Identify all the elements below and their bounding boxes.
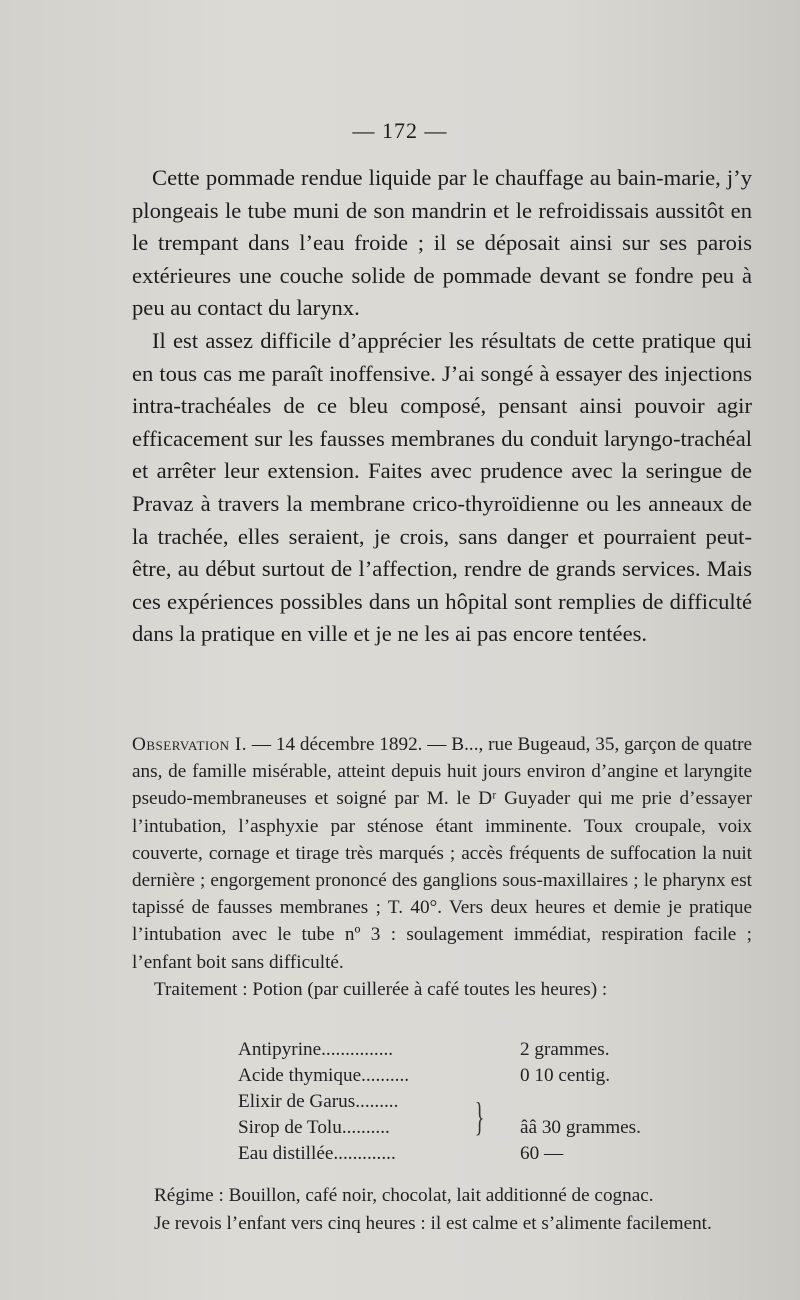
- ingredient-name: Elixir de Garus.........: [238, 1091, 399, 1112]
- regime-line: Régime : Bouillon, café noir, chocolat, lait additionné de cognac.: [154, 1185, 654, 1206]
- ingredient-dose: ââ 30 grammes.: [520, 1117, 641, 1138]
- paragraph-pommade: Cette pommade rendue liquide par le chauffage au bain-marie, j’y plongeais le tube muni de son mandrin et le refroidissais aussitôt en le trempant dans l’eau froide ; il se déposait ainsi sur ses parois extérieures une couche solide de pommade devant se fondre peu à peu au contact du larynx.: [132, 165, 752, 321]
- closing-line: Je revois l’enfant vers cinq heures : il est calme et s’alimente facilement.: [154, 1212, 712, 1234]
- brace-mark: }: [474, 1094, 485, 1139]
- regime-block: [132, 1182, 752, 1237]
- ingredient-name: Eau distillée.............: [238, 1143, 396, 1164]
- paragraph-results: Il est assez difficile d’apprécier les résultats de cette pratique qui en tous cas me paraît inoffensive. J’ai songé à essayer des injections intra-trachéales de ce bleu composé, pensant ainsi pouvoir agir efficacement sur les fausses membranes du conduit laryngo-trachéal et arrêter leur extension. Faites avec prudence avec la seringue de Pravaz à travers la membrane crico-thyroïdienne ou les anneaux de la trachée, elles seraient, je crois, sans danger et pourraient peut-être, au début surtout de l’affection, rendre de grands services. Mais ces expériences possibles dans un hôpital sont remplies de difficulté dans la pratique en ville et je ne les ai pas encore tentées.: [132, 327, 752, 647]
- observation-heading: Observation I.: [132, 734, 248, 755]
- ingredient-dose: 2 grammes.: [520, 1039, 610, 1060]
- page-number: — 172 —: [352, 118, 448, 143]
- prescription-row: [238, 1089, 678, 1115]
- ingredient-name: Sirop de Tolu..........: [238, 1117, 390, 1138]
- ingredient-dose: 60 —: [520, 1143, 564, 1164]
- ingredient-name: Antipyrine...............: [238, 1039, 394, 1060]
- main-text: [132, 162, 752, 651]
- prescription-row: [238, 1115, 678, 1141]
- prescription-list: [238, 1037, 678, 1167]
- prescription-row: [238, 1141, 678, 1167]
- treatment-line: Traitement : Potion (par cuillerée à café toutes les heures) :: [154, 978, 608, 1000]
- prescription-row: [238, 1063, 678, 1089]
- observation-text: — 14 décembre 1892. — B..., rue Bugeaud, 35, garçon de quatre ans, de famille misérable, atteint depuis huit jours environ d’angine et laryngite pseudo-membraneuses et soigné par M. le Dʳ Guyader qui me prie d’essayer l’intubation, l’asphyxie par sténose étant imminente. Toux croupale, voix couverte, cornage et tirage très marqués ; accès fréquents de suffocation la nuit dernière ; engorgement prononcé des ganglions sous-maxillaires ; le pharynx est tapissé de fausses membranes ; T. 40°. Vers deux heures et demie je pratique l’intubation avec le tube nº 3 : soulagement immédiat, respiration facile ; l’enfant boit sans difficulté.: [132, 734, 752, 973]
- observation-paragraph: [132, 731, 752, 976]
- prescription-row: [238, 1037, 678, 1063]
- ingredient-name: Acide thymique..........: [238, 1065, 410, 1086]
- ingredient-dose: 0 10 centig.: [520, 1065, 611, 1086]
- observation-block: [132, 731, 752, 1003]
